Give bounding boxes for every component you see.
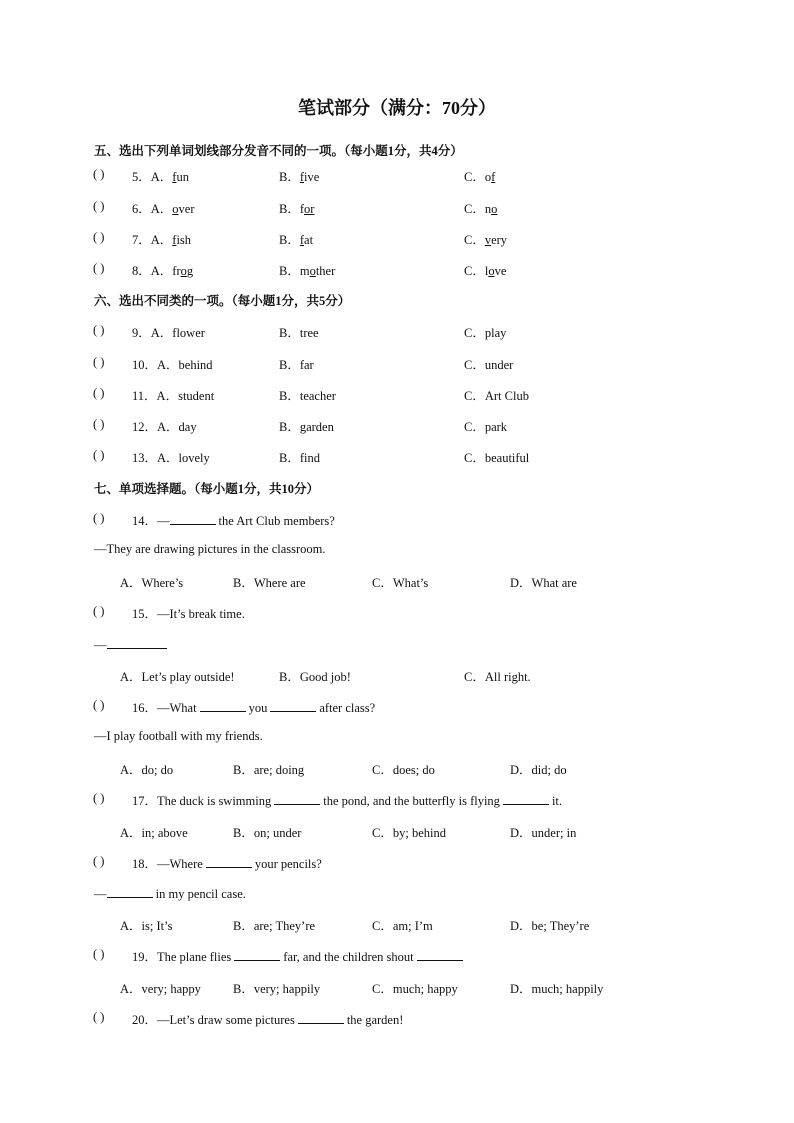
option-a: A．do; do [120, 763, 174, 777]
option-c: C．much; happy [372, 982, 458, 996]
dialogue-answer: —They are drawing pictures in the classroom. [94, 542, 326, 556]
answer-paren[interactable]: ( ) [93, 199, 105, 213]
underlined-letters: f [172, 170, 177, 184]
answer-paren[interactable]: ( ) [93, 323, 105, 337]
option-c: C．play [464, 326, 507, 340]
section-seven-heading: 七、单项选择题。（每小题1分，共10分） [94, 482, 320, 496]
answer-paren[interactable]: ( ) [93, 854, 105, 868]
dialogue-answer: —I play football with my friends. [94, 729, 263, 743]
fill-blank[interactable] [503, 793, 549, 805]
option-d: D．much; happily [510, 982, 604, 996]
fill-blank[interactable] [298, 1012, 344, 1024]
answer-paren[interactable]: ( ) [93, 604, 105, 618]
question-8: 8．A．frog [132, 264, 194, 278]
option-b: B．mother [279, 264, 336, 278]
option-b: B．fat [279, 233, 314, 247]
answer-paren[interactable]: ( ) [93, 261, 105, 275]
question-9: 9．A．flower [132, 326, 205, 340]
answer-paren[interactable]: ( ) [93, 448, 105, 462]
option-c: C．no [464, 202, 498, 216]
fill-blank[interactable] [206, 856, 252, 868]
answer-paren[interactable]: ( ) [93, 386, 105, 400]
dialogue-answer: — [94, 636, 167, 653]
option-b: B．teacher [279, 389, 336, 403]
question-5: 5．A．fun [132, 170, 189, 184]
option-b: B．tree [279, 326, 319, 340]
question-11: 11．A．student [132, 389, 215, 403]
section-six-heading: 六、选出不同类的一项。（每小题1分，共5分） [94, 294, 351, 308]
option-c: C．very [464, 233, 508, 247]
option-c: C．All right. [464, 670, 531, 684]
option-c: C．What’s [372, 576, 429, 590]
option-b: B．for [279, 202, 315, 216]
answer-paren[interactable]: ( ) [93, 417, 105, 431]
option-c: C．by; behind [372, 826, 446, 840]
option-b: B．very; happily [233, 982, 321, 996]
question-10: 10．A．behind [132, 358, 213, 372]
fill-blank[interactable] [170, 513, 216, 525]
option-c: C．love [464, 264, 507, 278]
question-17: 17．The duck is swimming the pond, and the butterfly is flying it. [132, 794, 563, 808]
option-d: D．What are [510, 576, 577, 590]
fill-blank[interactable] [107, 885, 153, 898]
answer-paren[interactable]: ( ) [93, 947, 105, 961]
dialogue-answer: — in my pencil case. [94, 887, 246, 901]
answer-paren[interactable]: ( ) [93, 230, 105, 244]
answer-paren[interactable]: ( ) [93, 167, 105, 181]
option-d: D．did; do [510, 763, 567, 777]
question-20: 20．—Let’s draw some pictures the garden! [132, 1013, 404, 1027]
option-b: B．five [279, 170, 320, 184]
option-b: B．on; under [233, 826, 302, 840]
fill-blank[interactable] [417, 949, 463, 961]
option-c: C．under [464, 358, 514, 372]
section-five-heading: 五、选出下列单词划线部分发音不同的一项。（每小题1分，共4分） [94, 144, 463, 158]
question-13: 13．A．lovely [132, 451, 210, 465]
question-7: 7．A．fish [132, 233, 192, 247]
option-a: A．is; It’s [120, 919, 173, 933]
option-b: B．are; They’re [233, 919, 316, 933]
option-a: A．very; happy [120, 982, 201, 996]
fill-blank[interactable] [200, 700, 246, 712]
question-number: 5．A． [132, 170, 173, 184]
answer-paren[interactable]: ( ) [93, 1010, 105, 1024]
question-12: 12．A．day [132, 420, 197, 434]
page-title: 笔试部分（满分：70分） [298, 98, 496, 118]
option-b: B．Where are [233, 576, 306, 590]
option-b: B．Good job! [279, 670, 351, 684]
option-b: B．are; doing [233, 763, 305, 777]
option-c: C．beautiful [464, 451, 530, 465]
option-d: D．be; They’re [510, 919, 590, 933]
option-a: A．Let’s play outside! [120, 670, 235, 684]
question-19: 19．The plane flies far, and the children shout [132, 947, 466, 965]
question-15: 15．—It’s break time. [132, 607, 245, 621]
option-c: C．am; I’m [372, 919, 433, 933]
answer-paren[interactable]: ( ) [93, 511, 105, 525]
question-18: 18．—Where your pencils? [132, 857, 322, 871]
option-b: B．garden [279, 420, 334, 434]
option-b: B．far [279, 358, 314, 372]
option-a: A．in; above [120, 826, 188, 840]
fill-blank[interactable] [107, 636, 167, 649]
option-b: B．find [279, 451, 320, 465]
fill-blank[interactable] [274, 793, 320, 805]
question-14: 14．— the Art Club members? [132, 514, 335, 528]
answer-paren[interactable]: ( ) [93, 355, 105, 369]
option-d: D．under; in [510, 826, 577, 840]
option-a: A．Where’s [120, 576, 184, 590]
question-16: 16．—What you after class? [132, 701, 376, 715]
answer-paren[interactable]: ( ) [93, 791, 105, 805]
answer-paren[interactable]: ( ) [93, 698, 105, 712]
option-c: C．park [464, 420, 508, 434]
option-c: C．of [464, 170, 496, 184]
fill-blank[interactable] [234, 949, 280, 961]
question-6: 6．A．over [132, 202, 195, 216]
option-c: C．does; do [372, 763, 435, 777]
fill-blank[interactable] [270, 700, 316, 712]
option-c: C．Art Club [464, 389, 529, 403]
